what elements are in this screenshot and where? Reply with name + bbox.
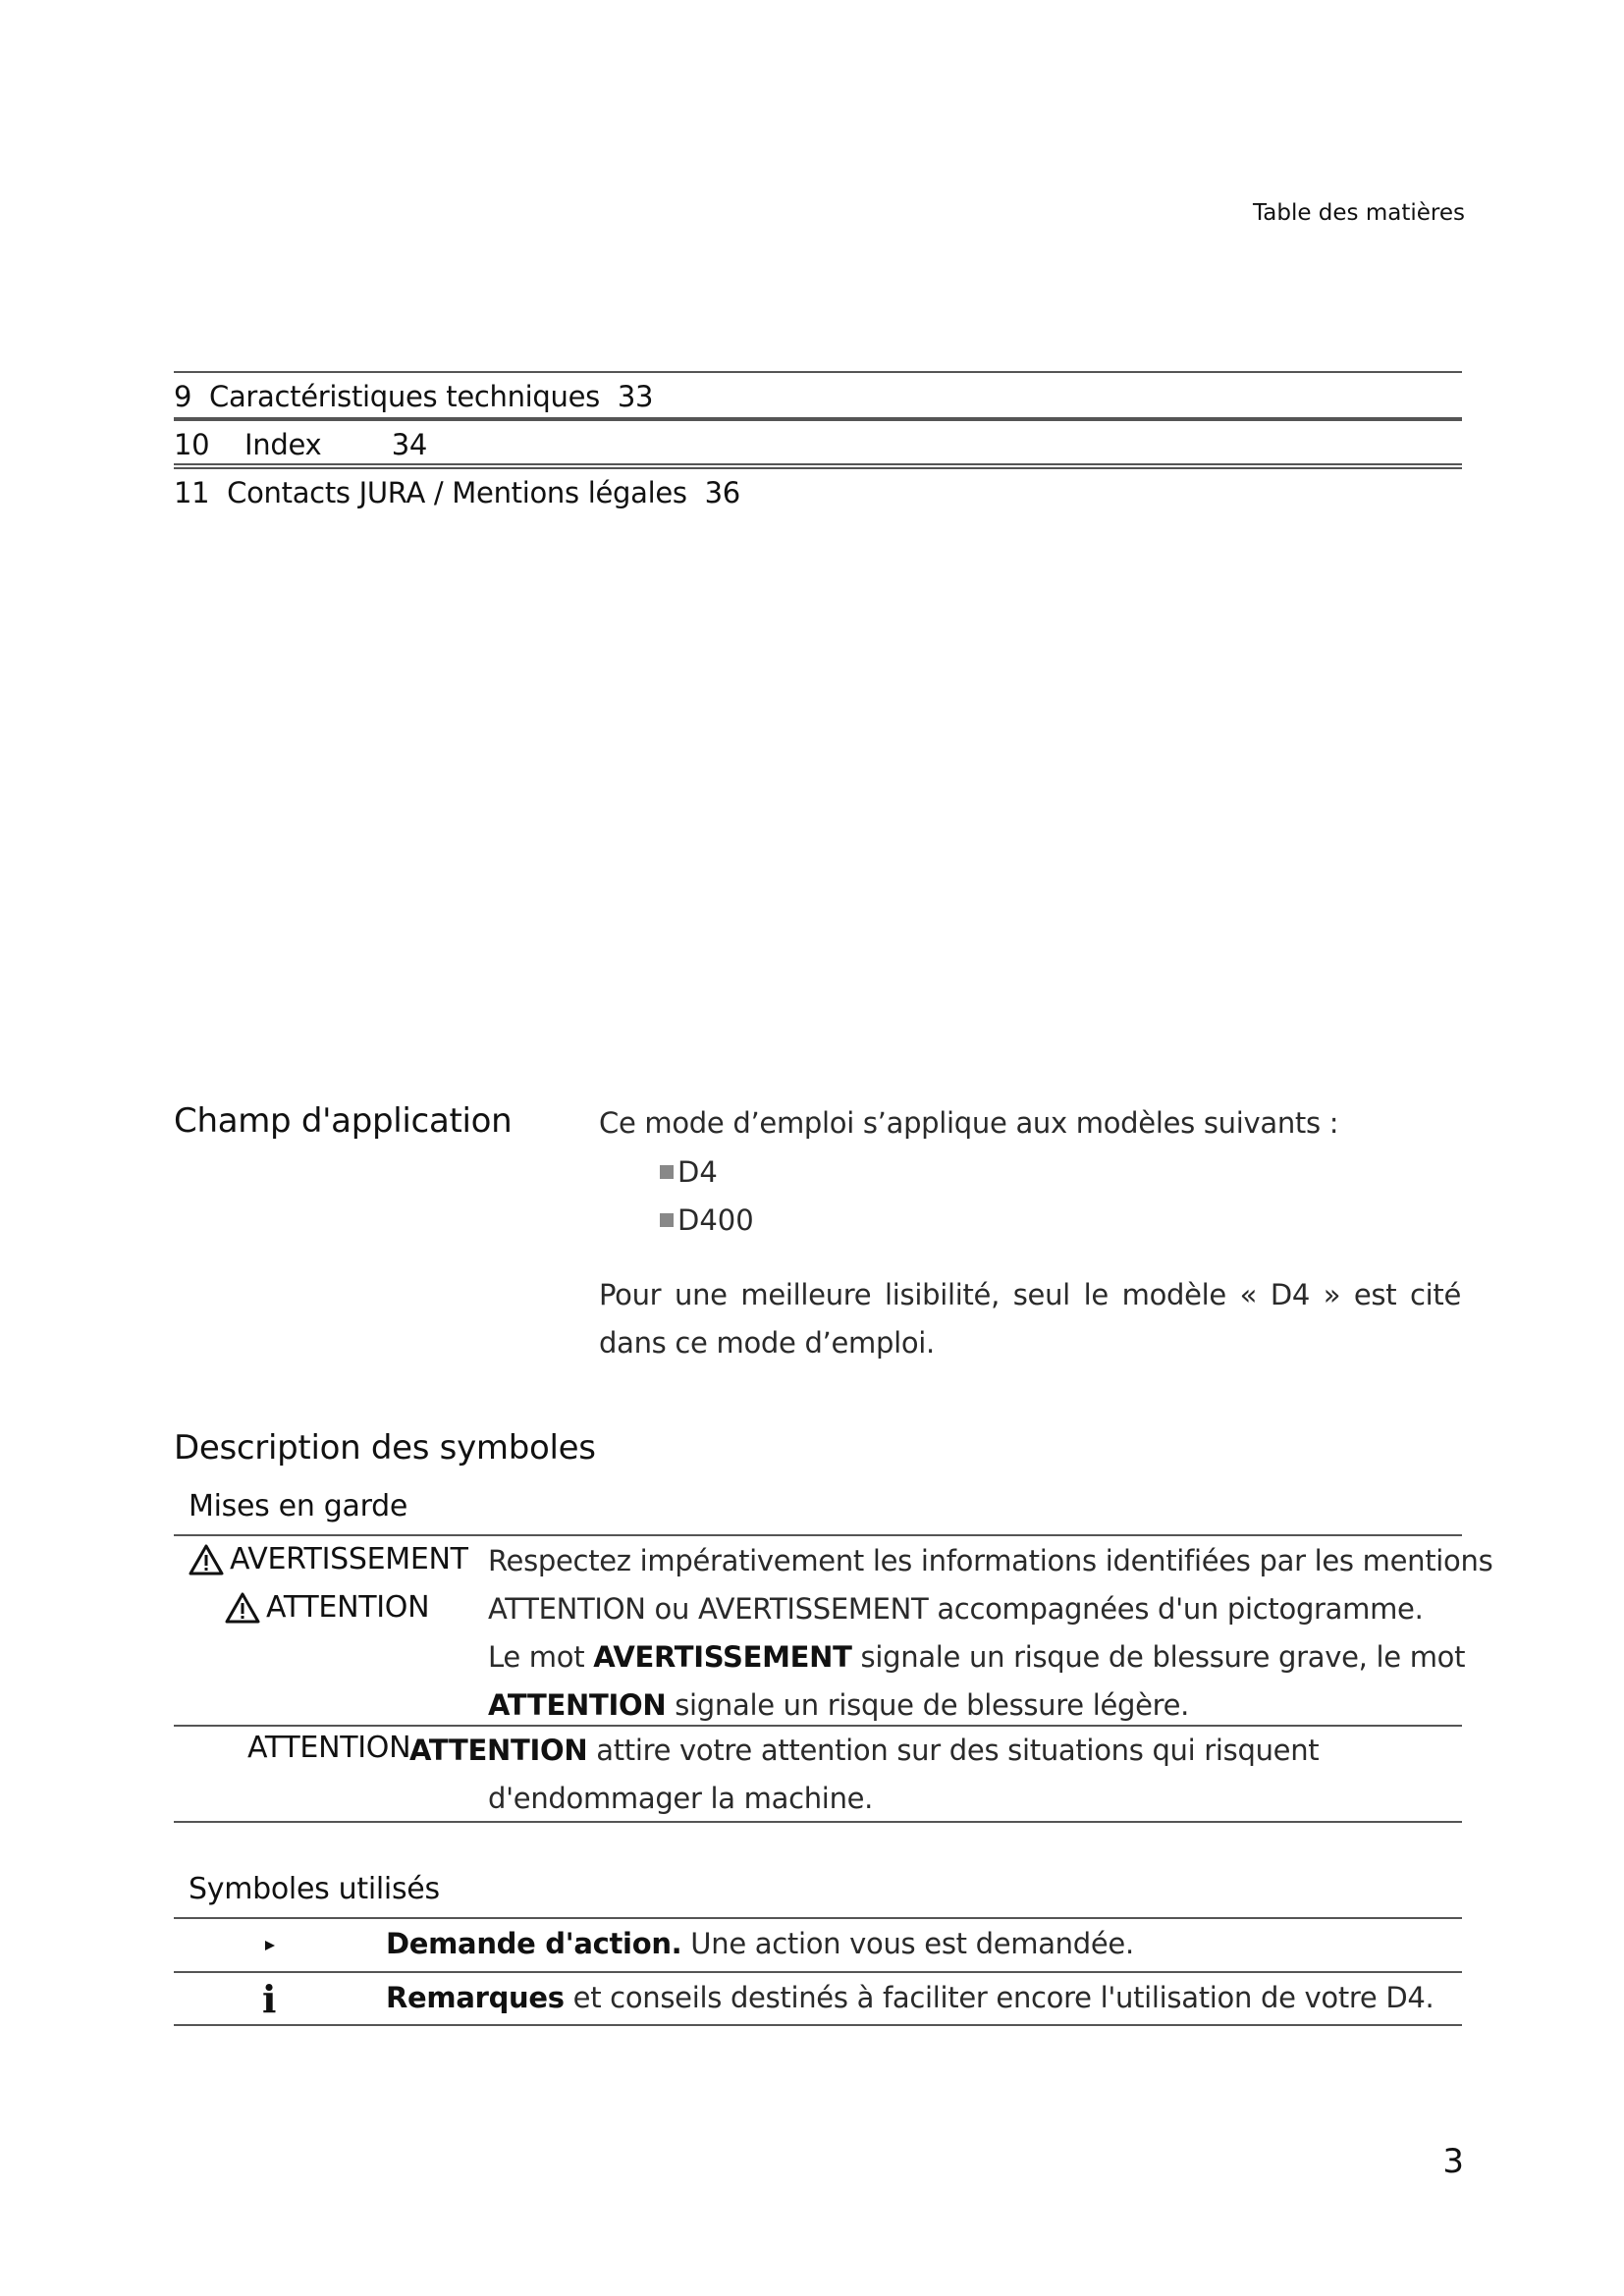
toc-entry-11[interactable] — [174, 467, 1462, 515]
used-top-rule — [174, 1917, 1462, 1919]
toc-page: 33 — [617, 379, 654, 413]
warnings-subheading: Mises en garde — [189, 1489, 408, 1523]
action-description: Demande d'action. Une action vous est demandée. — [386, 1927, 1134, 1960]
caution-label: ATTENTION — [225, 1590, 429, 1625]
warning-description: Respectez impérativement les informations identifiées par les mentions ATTENTION ou AVERTISSEMENT accompagnées d'un pictogramme. Le mot AVERTISSEMENT signale un risque de blessure grave, le mot ATTENTION signale un risque de blessure légère. — [488, 1544, 1493, 1722]
bullet-square-icon — [660, 1165, 674, 1179]
toc-title: Index — [244, 427, 322, 461]
running-header: Table des matières — [1253, 200, 1465, 226]
scope-heading: Champ d'application — [174, 1101, 513, 1141]
model-item — [660, 1196, 754, 1244]
model-name: D4 — [677, 1154, 718, 1189]
toc-entry-9[interactable] — [174, 371, 1462, 419]
toc-title: Caractéristiques techniques — [209, 379, 600, 413]
warnings-top-rule — [174, 1534, 1462, 1536]
toc-page: 34 — [391, 427, 428, 461]
used-mid-rule — [174, 1971, 1462, 1973]
toc-title: Contacts JURA / Mentions légales — [227, 475, 687, 509]
toc-number: 10 — [174, 427, 210, 461]
attention-description-cont: d'endommager la machine. — [488, 1782, 874, 1815]
scope-intro: Ce mode d’emploi s’applique aux modèles suivants : — [599, 1106, 1339, 1140]
warning-triangle-icon — [225, 1592, 260, 1624]
toc-number: 11 — [174, 475, 210, 509]
info-icon: i — [262, 1977, 277, 2021]
warnings-bottom-rule — [174, 1821, 1462, 1823]
page-number: 3 — [1442, 2142, 1464, 2181]
toc-divider — [174, 417, 1462, 419]
used-bottom-rule — [174, 2024, 1462, 2026]
toc-divider — [174, 463, 1462, 465]
model-name: D400 — [677, 1202, 754, 1237]
used-symbols-subheading: Symboles utilisés — [189, 1872, 440, 1906]
scope-note: Pour une meilleure lisibilité, seul le modèle « D4 » est cité dans ce mode d’emploi. — [599, 1278, 1461, 1360]
toc-page: 36 — [704, 475, 740, 509]
table-of-contents — [174, 371, 1462, 515]
toc-entry-10[interactable] — [174, 419, 1462, 467]
remarks-description: Remarques et conseils destinés à faciliter encore l'utilisation de votre D4. — [386, 1981, 1435, 2014]
action-arrow-icon — [263, 1938, 277, 1956]
toc-number: 9 — [174, 379, 192, 413]
warning-triangle-icon — [189, 1544, 224, 1575]
attention-description: ATTENTION attire votre attention sur des situations qui risquent — [409, 1734, 1320, 1767]
symbols-heading: Description des symboles — [174, 1428, 596, 1468]
bullet-square-icon — [660, 1213, 674, 1227]
warning-label: AVERTISSEMENT — [189, 1542, 468, 1576]
model-item — [660, 1148, 718, 1196]
attention-label: ATTENTION — [247, 1731, 411, 1765]
